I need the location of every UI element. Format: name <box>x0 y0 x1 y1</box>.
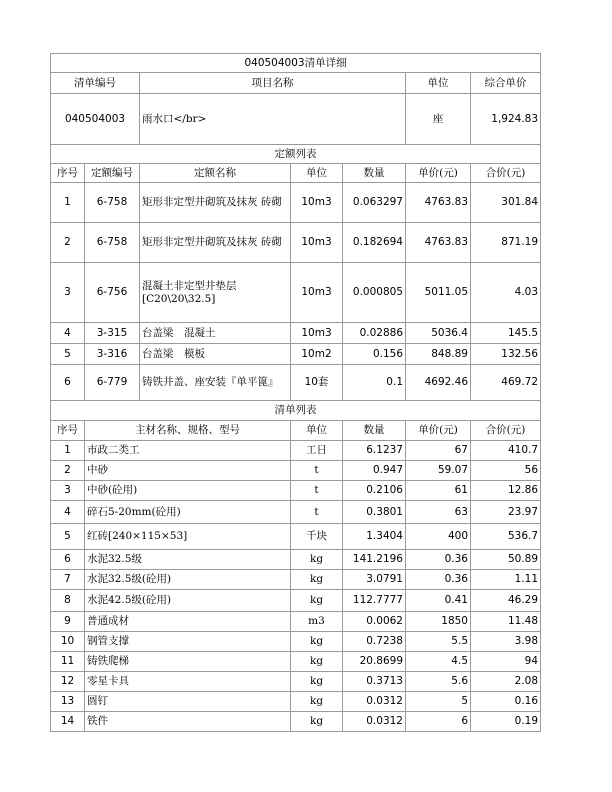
material-row <box>51 672 541 692</box>
material-qty: 0.0312 <box>343 692 406 712</box>
bill-code-label: 清单编号 <box>51 73 140 94</box>
material-total: 0.16 <box>471 692 541 712</box>
quota-col-no: 序号 <box>51 164 85 183</box>
quota-unit: 10m2 <box>291 344 343 365</box>
quota-total: 132.56 <box>471 344 541 365</box>
material-unit: 千块 <box>291 524 343 550</box>
material-col-no: 序号 <box>51 421 85 441</box>
quota-section-title: 定额列表 <box>51 145 541 164</box>
material-price: 67 <box>406 441 471 461</box>
material-row <box>51 712 541 732</box>
material-name: 市政二类工 <box>85 441 291 461</box>
material-total: 410.7 <box>471 441 541 461</box>
material-no: 7 <box>51 570 85 590</box>
material-qty: 0.0062 <box>343 612 406 632</box>
material-col-qty: 数量 <box>343 421 406 441</box>
unit-label: 单位 <box>406 73 471 94</box>
quota-name: 台盖梁 混凝土 <box>140 323 291 344</box>
material-qty: 0.0312 <box>343 712 406 732</box>
bill-code: 040504003 <box>51 94 140 145</box>
material-unit: kg <box>291 632 343 652</box>
material-name: 铁件 <box>85 712 291 732</box>
material-qty: 0.3801 <box>343 501 406 524</box>
quota-row <box>51 323 541 344</box>
material-qty: 3.0791 <box>343 570 406 590</box>
bill-detail-table <box>50 53 541 732</box>
quota-no: 4 <box>51 323 85 344</box>
material-col-unit: 单位 <box>291 421 343 441</box>
quota-price: 4763.83 <box>406 183 471 223</box>
material-name: 普通成材 <box>85 612 291 632</box>
material-col-price: 单价(元) <box>406 421 471 441</box>
quota-col-name: 定额名称 <box>140 164 291 183</box>
material-unit: m3 <box>291 612 343 632</box>
quota-qty: 0.182694 <box>343 223 406 263</box>
quota-name: 矩形非定型井砌筑及抹灰 砖砌 <box>140 183 291 223</box>
material-row <box>51 612 541 632</box>
material-row <box>51 550 541 570</box>
item-unit: 座 <box>406 94 471 145</box>
quota-unit: 10m3 <box>291 323 343 344</box>
material-total: 46.29 <box>471 590 541 612</box>
material-name: 红砖[240×115×53] <box>85 524 291 550</box>
material-price: 5.5 <box>406 632 471 652</box>
materials-header-row <box>51 421 541 441</box>
quota-qty: 0.000805 <box>343 263 406 323</box>
material-no: 2 <box>51 461 85 481</box>
material-qty: 6.1237 <box>343 441 406 461</box>
material-name: 零星卡具 <box>85 672 291 692</box>
quota-code: 3-316 <box>85 344 140 365</box>
quota-code: 6-758 <box>85 223 140 263</box>
quota-price: 4692.46 <box>406 365 471 401</box>
quota-qty: 0.02886 <box>343 323 406 344</box>
material-total: 56 <box>471 461 541 481</box>
quota-unit: 10m3 <box>291 183 343 223</box>
quota-name: 台盖梁 模板 <box>140 344 291 365</box>
item-name-label: 项目名称 <box>140 73 406 94</box>
material-no: 14 <box>51 712 85 732</box>
quota-qty: 0.1 <box>343 365 406 401</box>
material-qty: 0.3713 <box>343 672 406 692</box>
material-unit: kg <box>291 570 343 590</box>
material-total: 94 <box>471 652 541 672</box>
material-qty: 0.947 <box>343 461 406 481</box>
quota-total: 469.72 <box>471 365 541 401</box>
quota-col-unit: 单位 <box>291 164 343 183</box>
quota-code: 6-779 <box>85 365 140 401</box>
quota-code: 3-315 <box>85 323 140 344</box>
material-price: 4.5 <box>406 652 471 672</box>
material-row <box>51 652 541 672</box>
quota-row <box>51 365 541 401</box>
quota-col-code: 定额编号 <box>85 164 140 183</box>
quota-price: 848.89 <box>406 344 471 365</box>
material-row <box>51 501 541 524</box>
material-name: 水泥42.5级(砼用) <box>85 590 291 612</box>
material-no: 13 <box>51 692 85 712</box>
material-total: 2.08 <box>471 672 541 692</box>
material-col-total: 合价(元) <box>471 421 541 441</box>
quota-total: 301.84 <box>471 183 541 223</box>
material-name: 中砂(砼用) <box>85 481 291 501</box>
quota-unit: 10m3 <box>291 263 343 323</box>
quota-col-qty: 数量 <box>343 164 406 183</box>
quota-code: 6-758 <box>85 183 140 223</box>
material-unit: 工日 <box>291 441 343 461</box>
material-unit: t <box>291 501 343 524</box>
material-price: 5.6 <box>406 672 471 692</box>
material-price: 1850 <box>406 612 471 632</box>
material-name: 圆钉 <box>85 692 291 712</box>
material-total: 50.89 <box>471 550 541 570</box>
material-col-name: 主材名称、规格、型号 <box>85 421 291 441</box>
material-qty: 1.3404 <box>343 524 406 550</box>
material-qty: 0.7238 <box>343 632 406 652</box>
material-qty: 112.7777 <box>343 590 406 612</box>
material-row <box>51 692 541 712</box>
material-total: 3.98 <box>471 632 541 652</box>
quota-unit: 10套 <box>291 365 343 401</box>
material-price: 5 <box>406 692 471 712</box>
quota-col-price: 单价(元) <box>406 164 471 183</box>
material-total: 1.11 <box>471 570 541 590</box>
material-name: 水泥32.5级 <box>85 550 291 570</box>
material-name: 碎石5-20mm(砼用) <box>85 501 291 524</box>
material-unit: kg <box>291 550 343 570</box>
material-total: 12.86 <box>471 481 541 501</box>
item-unit-price: 1,924.83 <box>471 94 541 145</box>
quota-col-total: 合价(元) <box>471 164 541 183</box>
material-price: 0.36 <box>406 570 471 590</box>
quota-total: 871.19 <box>471 223 541 263</box>
quota-code: 6-756 <box>85 263 140 323</box>
quota-no: 6 <box>51 365 85 401</box>
quota-qty: 0.156 <box>343 344 406 365</box>
material-unit: t <box>291 481 343 501</box>
quota-name: 铸铁井盖、座安装『单平篦』 <box>140 365 291 401</box>
quota-unit: 10m3 <box>291 223 343 263</box>
material-price: 63 <box>406 501 471 524</box>
quota-name: 矩形非定型井砌筑及抹灰 砖砌 <box>140 223 291 263</box>
material-unit: kg <box>291 672 343 692</box>
material-price: 0.36 <box>406 550 471 570</box>
page-title: 040504003清单详细 <box>51 54 541 73</box>
unit-price-label: 综合单价 <box>471 73 541 94</box>
quota-no: 2 <box>51 223 85 263</box>
materials-section-title: 清单列表 <box>51 401 541 421</box>
material-name: 水泥32.5级(砼用) <box>85 570 291 590</box>
material-name: 钢管支撑 <box>85 632 291 652</box>
material-unit: kg <box>291 712 343 732</box>
quota-row <box>51 223 541 263</box>
material-no: 11 <box>51 652 85 672</box>
quota-row <box>51 263 541 323</box>
material-qty: 20.8699 <box>343 652 406 672</box>
material-total: 536.7 <box>471 524 541 550</box>
quota-no: 1 <box>51 183 85 223</box>
material-no: 5 <box>51 524 85 550</box>
material-unit: kg <box>291 652 343 672</box>
material-no: 3 <box>51 481 85 501</box>
material-total: 0.19 <box>471 712 541 732</box>
quota-row <box>51 344 541 365</box>
material-no: 8 <box>51 590 85 612</box>
material-row <box>51 590 541 612</box>
quota-row <box>51 183 541 223</box>
material-price: 61 <box>406 481 471 501</box>
material-no: 12 <box>51 672 85 692</box>
quota-name: 混凝土非定型井垫层[C20\20\32.5] <box>140 263 291 323</box>
material-name: 铸铁爬梯 <box>85 652 291 672</box>
material-total: 11.48 <box>471 612 541 632</box>
quota-total: 4.03 <box>471 263 541 323</box>
item-name: 雨水口</br> <box>140 94 406 145</box>
quota-price: 4763.83 <box>406 223 471 263</box>
material-unit: kg <box>291 692 343 712</box>
material-price: 59.07 <box>406 461 471 481</box>
material-qty: 141.2196 <box>343 550 406 570</box>
material-row <box>51 481 541 501</box>
material-row <box>51 441 541 461</box>
material-price: 0.41 <box>406 590 471 612</box>
material-no: 4 <box>51 501 85 524</box>
material-row <box>51 570 541 590</box>
material-no: 1 <box>51 441 85 461</box>
material-unit: kg <box>291 590 343 612</box>
quota-qty: 0.063297 <box>343 183 406 223</box>
material-row <box>51 461 541 481</box>
quota-total: 145.5 <box>471 323 541 344</box>
material-price: 400 <box>406 524 471 550</box>
material-no: 6 <box>51 550 85 570</box>
material-price: 6 <box>406 712 471 732</box>
material-no: 10 <box>51 632 85 652</box>
quota-price: 5036.4 <box>406 323 471 344</box>
material-row <box>51 524 541 550</box>
material-row <box>51 632 541 652</box>
material-qty: 0.2106 <box>343 481 406 501</box>
material-no: 9 <box>51 612 85 632</box>
quota-price: 5011.05 <box>406 263 471 323</box>
material-total: 23.97 <box>471 501 541 524</box>
material-name: 中砂 <box>85 461 291 481</box>
quota-no: 3 <box>51 263 85 323</box>
quota-header-row <box>51 164 541 183</box>
quota-no: 5 <box>51 344 85 365</box>
material-unit: t <box>291 461 343 481</box>
